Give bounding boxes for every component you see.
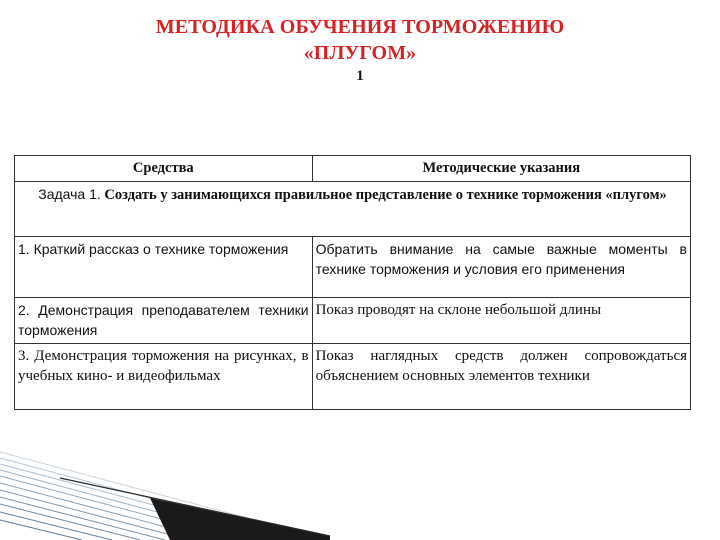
methods-table bbox=[14, 155, 691, 410]
slide-header bbox=[0, 14, 720, 86]
slide-title-line-1: МЕТОДИКА ОБУЧЕНИЯ ТОРМОЖЕНИЮ bbox=[155, 16, 565, 38]
stripe-lines bbox=[0, 452, 330, 540]
header-means: Средства bbox=[15, 156, 313, 182]
means-cell: 2. Демонстрация преподавателем техники торможения bbox=[15, 298, 313, 344]
table-header-row bbox=[15, 156, 691, 182]
guidance-cell: Обратить внимание на самые важные моменты в технике торможения и условия его применения bbox=[312, 237, 690, 298]
means-cell: 1. Краткий рассказ о технике торможения bbox=[15, 237, 313, 298]
task-row bbox=[15, 182, 691, 237]
stripe-dark-line bbox=[60, 478, 330, 536]
header-guidance: Методические указания bbox=[312, 156, 690, 182]
slide-number: 1 bbox=[356, 68, 364, 84]
slide-title-line-2: «ПЛУГОМ» bbox=[303, 42, 417, 64]
table-row bbox=[15, 237, 691, 298]
task-label: Задача 1. bbox=[38, 186, 101, 202]
task-cell bbox=[15, 182, 691, 237]
guidance-cell: Показ проводят на склоне небольшой длины bbox=[312, 298, 690, 344]
table-row bbox=[15, 298, 691, 344]
table-row bbox=[15, 344, 691, 410]
guidance-cell: Показ наглядных средств должен сопровождаться объяснением основных элементов техники bbox=[312, 344, 690, 410]
task-text: Создать у занимающихся правильное представление о технике торможения «плугом» bbox=[104, 187, 667, 203]
stripe-dark-wedge bbox=[150, 498, 330, 540]
means-cell: 3. Демонстрация торможения на рисунках, в учебных кино- и видеофильмах bbox=[15, 344, 313, 410]
